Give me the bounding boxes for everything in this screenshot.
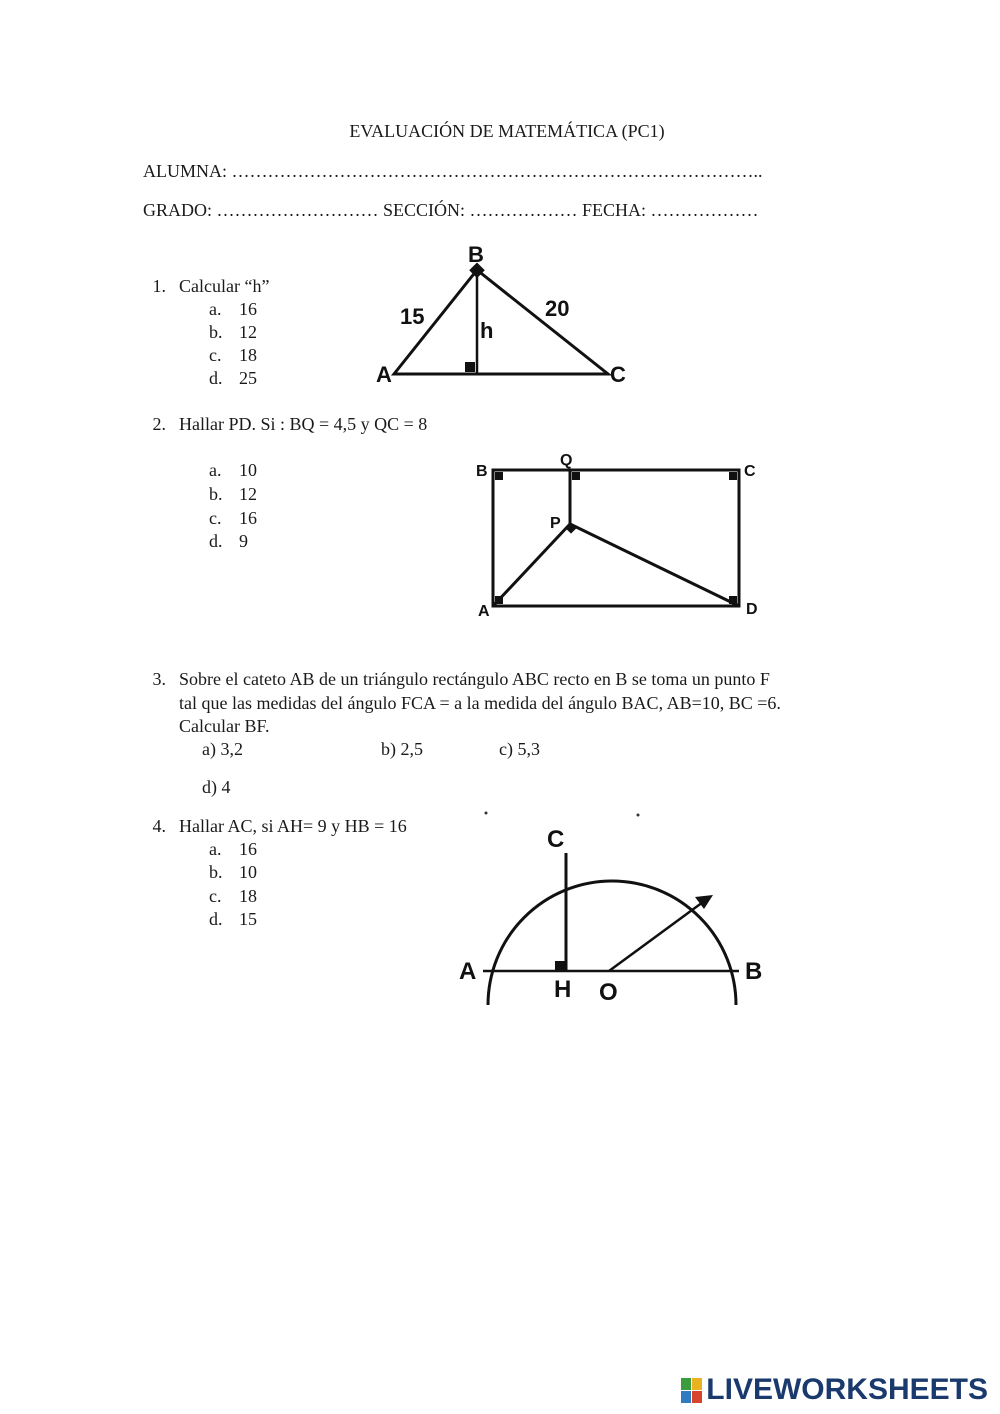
page-title: EVALUACIÓN DE MATEMÁTICA (PC1) <box>349 121 665 141</box>
scan-dot <box>485 812 488 815</box>
question-number: 2. <box>152 414 166 434</box>
vertex-a-label: A <box>376 362 392 387</box>
logo-text: LIVEWORKSHEETS <box>706 1373 988 1406</box>
option-letter: d. <box>209 909 223 929</box>
right-angle-mark-c <box>729 472 737 480</box>
point-h-label: H <box>554 976 572 1003</box>
logo-square <box>692 1391 702 1403</box>
liveworksheets-logo <box>681 1374 988 1406</box>
question-text-line-1: Sobre el cateto AB de un triángulo rectángulo ABC recto en B se toma un punto F <box>179 669 770 689</box>
option-a: a) 3,2 <box>202 739 243 759</box>
scan-dot <box>637 814 640 817</box>
question-number: 1. <box>152 276 166 296</box>
option-letter: d. <box>209 368 223 388</box>
side-bc-label: 20 <box>545 296 570 321</box>
option-value: 16 <box>239 839 257 859</box>
option-value: 15 <box>239 909 257 929</box>
option-letter: a. <box>209 839 222 859</box>
option-value: 16 <box>239 508 257 528</box>
side-ab-label: 15 <box>400 304 425 329</box>
triangle-figure <box>370 240 640 390</box>
vertex-a-label: A <box>478 603 490 620</box>
right-angle-mark-a <box>495 596 503 604</box>
question-number: 3. <box>152 669 166 689</box>
vertex-b-label: B <box>476 463 488 480</box>
logo-square <box>681 1378 691 1390</box>
option-letter: c. <box>209 886 222 906</box>
question-text: Hallar AC, si AH= 9 y HB = 16 <box>179 816 407 836</box>
option-value: 9 <box>239 531 248 551</box>
right-angle-mark-p <box>565 522 576 533</box>
right-angle-mark-h <box>465 362 475 372</box>
segment-pd <box>570 524 739 606</box>
question-text-line-3: Calcular BF. <box>179 716 270 736</box>
radius-arrow <box>609 902 703 971</box>
question-text: Hallar PD. Si : BQ = 4,5 y QC = 8 <box>179 414 428 434</box>
question-text: Calcular “h” <box>179 276 270 296</box>
semicircle-figure <box>455 805 775 1025</box>
vertex-b-label: B <box>468 242 484 267</box>
option-value: 16 <box>239 299 257 319</box>
height-label: h <box>480 318 494 343</box>
option-letter: a. <box>209 299 222 319</box>
option-value: 10 <box>239 460 257 480</box>
option-letter: b. <box>209 322 223 342</box>
option-letter: c. <box>209 508 222 528</box>
grado-seccion-fecha-field: GRADO: ……………………… SECCIÓN: ……………… FECHA: ……………… <box>143 200 759 220</box>
option-letter: a. <box>209 460 222 480</box>
question-number: 4. <box>152 816 166 836</box>
vertex-c-label: C <box>744 463 756 480</box>
right-angle-mark-b <box>495 472 503 480</box>
option-letter: c. <box>209 345 222 365</box>
point-a-label: A <box>459 958 477 985</box>
triangle-abc <box>394 270 608 374</box>
point-b-label: B <box>745 958 763 985</box>
logo-square <box>681 1391 691 1403</box>
option-value: 12 <box>239 484 257 504</box>
logo-square <box>692 1378 702 1390</box>
option-value: 12 <box>239 322 257 342</box>
option-d: d) 4 <box>202 777 231 797</box>
option-letter: d. <box>209 531 223 551</box>
point-q-label: Q <box>560 452 573 469</box>
segment-pa <box>493 524 570 606</box>
point-o-label: O <box>599 979 618 1006</box>
option-letter: b. <box>209 484 223 504</box>
option-letter: b. <box>209 862 223 882</box>
logo-mark-icon <box>681 1378 702 1403</box>
option-value: 18 <box>239 886 257 906</box>
option-value: 18 <box>239 345 257 365</box>
point-c-label: C <box>547 826 565 853</box>
alumna-field: ALUMNA: …………………………………………………………………………….. <box>143 161 763 181</box>
right-angle-mark-h <box>555 961 565 971</box>
question-text-line-2: tal que las medidas del ángulo FCA = a la medida del ángulo BAC, AB=10, BC =6. <box>179 693 781 713</box>
rectangle-figure <box>470 448 770 628</box>
right-angle-mark-q <box>572 472 580 480</box>
point-p-label: P <box>550 515 561 532</box>
vertex-c-label: C <box>610 362 626 387</box>
option-value: 10 <box>239 862 257 882</box>
vertex-d-label: D <box>746 601 758 618</box>
option-value: 25 <box>239 368 257 388</box>
option-b: b) 2,5 <box>381 739 423 759</box>
rectangle-abcd <box>493 470 739 606</box>
right-angle-mark-d <box>729 596 737 604</box>
option-c: c) 5,3 <box>499 739 540 759</box>
